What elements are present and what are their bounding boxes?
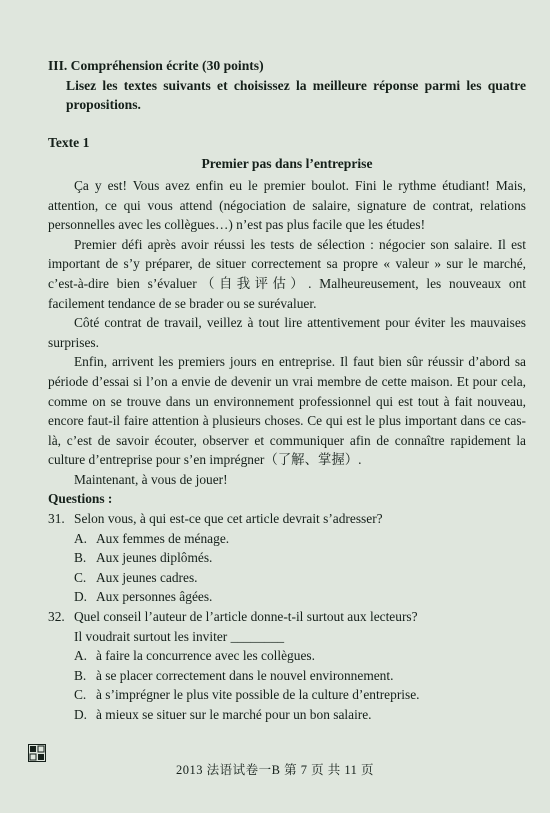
page-footer: 2013 法语试卷一B 第 7 页 共 11 页 <box>176 763 374 777</box>
article-paragraph: Enfin, arrivent les premiers jours en entreprise. Il faut bien sûr réussir d’abord sa période d’essai si l’on a envie de devenir un vrai membre de cette maison. Et pour cela, comme on se trouve dans un environnement professionnel qui est tout à fait nouveau, encore faut-il faire attention à plusieurs choses. Ce qui est le plus important dans ce cas-là, c’est de savoir écouter, observer et communiquer afin de connaître rapidement la culture d’entreprise pour s’en imprégner（了解、掌握）. <box>48 354 526 468</box>
option-letter: B. <box>74 667 87 683</box>
option-letter: C. <box>74 687 87 703</box>
option-text: Aux jeunes diplômés. <box>96 550 213 566</box>
question-sub-prompt: Il voudrait surtout les inviter ________ <box>74 628 285 644</box>
answer-option[interactable] <box>48 685 526 705</box>
texte-label: Texte 1 <box>48 134 90 150</box>
option-text: Aux personnes âgées. <box>96 589 213 605</box>
option-text: à s’imprégner le plus vite possible de la culture d’entreprise. <box>96 687 420 703</box>
question-number: 32. <box>48 609 65 625</box>
option-letter: C. <box>74 569 87 585</box>
option-text: Aux femmes de ménage. <box>96 530 230 546</box>
answer-option[interactable] <box>48 705 526 725</box>
option-letter: D. <box>74 707 88 722</box>
question-stem: Selon vous, à qui est-ce que cet article devrait s’adresser? <box>74 511 383 527</box>
option-text: à se placer correctement dans le nouvel environnement. <box>96 667 394 683</box>
option-text: Aux jeunes cadres. <box>96 569 198 585</box>
article-paragraph: Premier défi après avoir réussi les tests de sélection : négocier son salaire. Il est important de s’y préparer, de situer correctement sa propre « valeur » sur le marché, c’est-à-dire bien s’évaluer（自我评估）. Malheureusement, les nouveaux ont facilement tendance de se brader ou se surévaluer. <box>48 236 526 311</box>
article-paragraph: Maintenant, à vous de jouer! <box>74 471 228 487</box>
option-letter: D. <box>74 589 88 605</box>
question-31 <box>48 509 526 607</box>
question-stem: Quel conseil l’auteur de l’article donne-t-il surtout aux lecteurs? <box>74 609 418 625</box>
option-letter: A. <box>74 648 88 664</box>
answer-option[interactable] <box>48 646 526 666</box>
section-instructions: Lisez les textes suivants et choisissez la meilleure réponse parmi les quatre propositions. <box>66 77 526 113</box>
answer-option[interactable] <box>48 568 526 588</box>
answer-option[interactable] <box>48 587 526 607</box>
option-letter: B. <box>74 550 87 566</box>
option-text: à mieux se situer sur le marché pour un bon salaire. <box>96 707 372 722</box>
answer-option[interactable] <box>48 666 526 686</box>
exam-content <box>48 56 526 725</box>
article-paragraph: Ça y est! Vous avez enfin eu le premier boulot. Fini le rythme étudiant! Mais, attention, ce qui vous attend (négociation de salaire, signature de contrat, relations personnelles avec les collègues…) n’est pas plus facile que les études! <box>48 177 526 233</box>
article-paragraph: Côté contrat de travail, veillez à tout lire attentivement pour éviter les mauvaises surprises. <box>48 315 526 350</box>
answer-option[interactable] <box>48 548 526 568</box>
article-title: Premier pas dans l’entreprise <box>201 156 373 172</box>
option-text: à faire la concurrence avec les collègues. <box>96 648 315 664</box>
answer-option[interactable] <box>48 529 526 549</box>
option-letter: A. <box>74 530 88 546</box>
question-number: 31. <box>48 511 65 527</box>
questions-label: Questions : <box>48 491 113 507</box>
section-title: III. Compréhension écrite (30 points) <box>48 58 264 73</box>
question-32 <box>48 607 526 725</box>
